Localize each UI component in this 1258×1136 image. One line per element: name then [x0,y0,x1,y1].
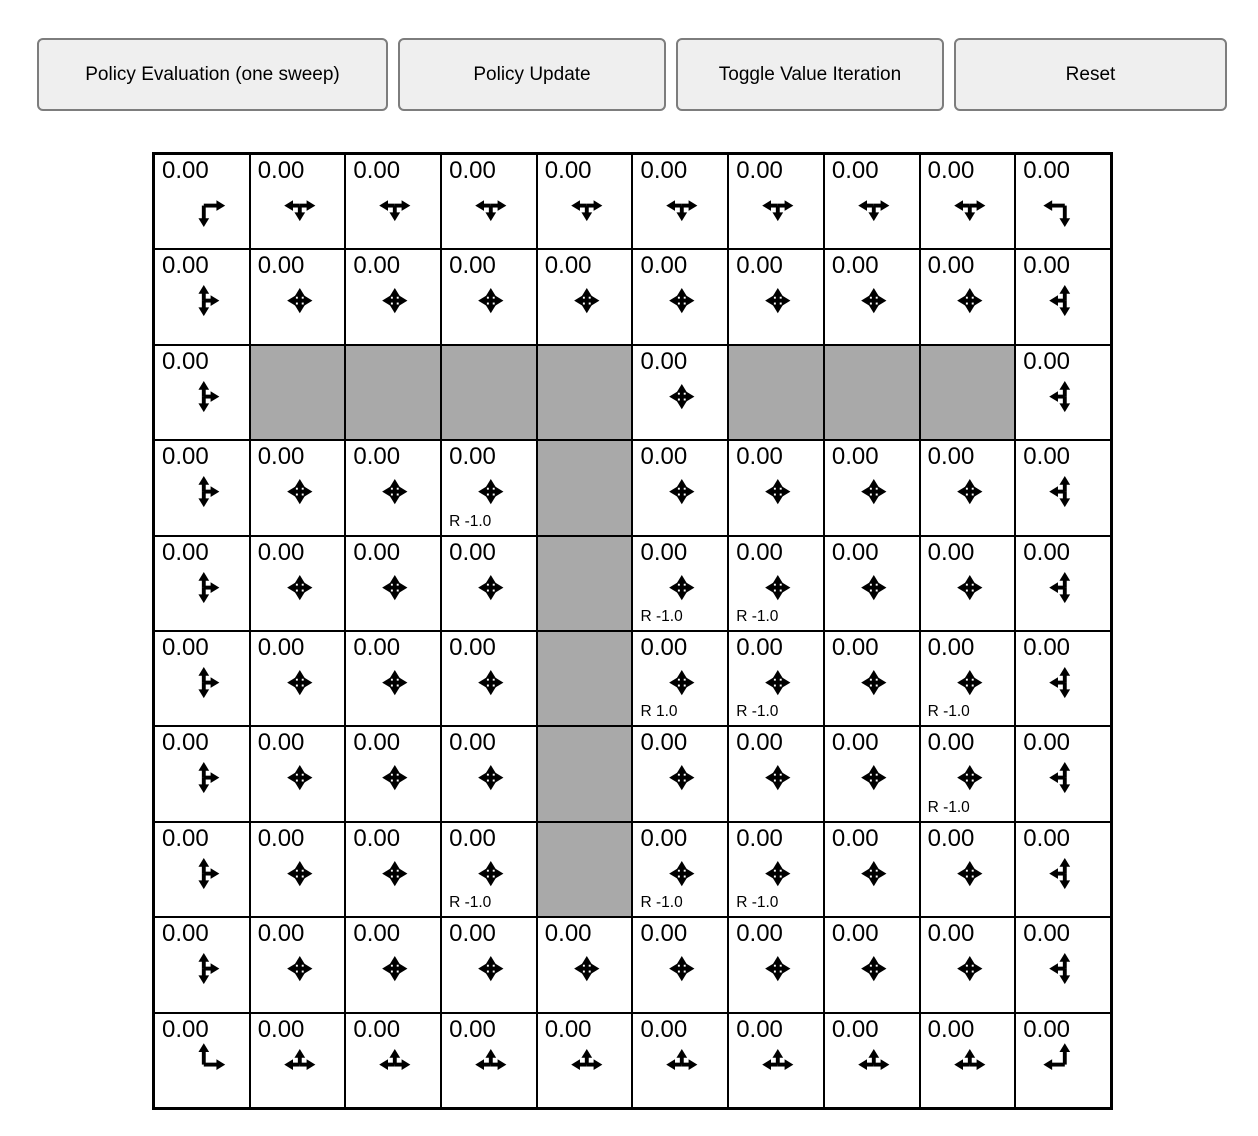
grid-cell[interactable] [632,917,728,1012]
grid-cell[interactable] [728,154,824,249]
cell-value: 0.00 [1023,920,1071,948]
cell-value: 0.00 [162,1015,209,1043]
cell-value: 0.00 [640,729,688,757]
grid-cell[interactable] [250,440,346,535]
cell-value: 0.00 [927,824,975,852]
grid-cell[interactable] [632,249,728,344]
wall-cell[interactable] [920,345,1016,440]
wall-cell[interactable] [824,345,920,440]
cell-value: 0.00 [449,1015,496,1043]
cell-value: 0.00 [927,443,975,471]
cell-reward: R 1.0 [640,703,678,721]
grid-cell[interactable] [728,822,824,917]
cell-value: 0.00 [640,443,688,471]
policy-update-button[interactable]: Policy Update [398,38,666,111]
grid-cell[interactable] [1015,154,1111,249]
grid-cell[interactable] [728,536,824,631]
grid-cell[interactable] [441,536,537,631]
cell-value: 0.00 [1023,824,1071,852]
grid-cell[interactable] [154,536,250,631]
reset-button[interactable]: Reset [954,38,1227,111]
cell-value: 0.00 [736,157,783,184]
cell-value: 0.00 [162,443,209,471]
cell-value: 0.00 [1023,157,1071,184]
cell-value: 0.00 [353,634,401,661]
wall-cell[interactable] [537,631,633,726]
cell-value: 0.00 [640,634,688,661]
cell-value: 0.00 [449,634,496,661]
cell-value: 0.00 [640,157,688,184]
cell-value: 0.00 [927,729,975,757]
grid-cell[interactable] [250,726,346,821]
grid-cell[interactable] [441,631,537,726]
grid-cell[interactable] [345,536,441,631]
cell-value: 0.00 [162,729,209,757]
grid-cell[interactable] [920,917,1016,1012]
cell-value: 0.00 [927,538,975,566]
wall-cell[interactable] [345,345,441,440]
cell-value: 0.00 [257,443,305,471]
cell-value: 0.00 [927,920,975,948]
cell-value: 0.00 [1023,538,1071,566]
cell-value: 0.00 [831,252,879,280]
cell-value: 0.00 [1023,252,1071,280]
cell-value: 0.00 [353,538,401,566]
cell-value: 0.00 [544,920,592,948]
cell-value: 0.00 [257,252,305,280]
cell-value: 0.00 [257,1015,305,1043]
grid-cell[interactable] [345,631,441,726]
grid-cell[interactable] [441,440,537,535]
grid-cell[interactable] [154,726,250,821]
grid-cell[interactable] [824,631,920,726]
grid-cell[interactable] [154,440,250,535]
grid-cell[interactable] [250,536,346,631]
grid-cell[interactable] [537,917,633,1012]
cell-value: 0.00 [927,1015,975,1043]
cell-value: 0.00 [162,157,209,184]
cell-value: 0.00 [1023,1015,1071,1043]
cell-value: 0.00 [831,824,879,852]
cell-reward: R -1.0 [736,894,779,912]
cell-value: 0.00 [831,1015,879,1043]
grid-cell[interactable] [632,726,728,821]
grid-cell[interactable] [250,917,346,1012]
cell-value: 0.00 [831,157,879,184]
cell-value: 0.00 [449,443,496,471]
cell-value: 0.00 [640,1015,688,1043]
grid-cell[interactable] [154,1013,250,1108]
grid-cell[interactable] [920,536,1016,631]
cell-value: 0.00 [449,729,496,757]
wall-cell[interactable] [441,345,537,440]
grid-cell[interactable] [1015,1013,1111,1108]
grid-cell[interactable] [441,1013,537,1108]
grid-cell[interactable] [632,631,728,726]
cell-value: 0.00 [449,920,496,948]
grid-cell[interactable] [632,536,728,631]
wall-cell[interactable] [728,345,824,440]
grid-cell[interactable] [728,249,824,344]
grid-cell[interactable] [632,345,728,440]
cell-value: 0.00 [736,1015,783,1043]
grid-cell[interactable] [728,631,824,726]
grid-cell[interactable] [441,822,537,917]
cell-value: 0.00 [544,252,592,280]
grid-cell[interactable] [824,1013,920,1108]
grid-cell[interactable] [824,726,920,821]
grid-cell[interactable] [537,154,633,249]
cell-reward: R -1.0 [927,703,970,721]
cell-value: 0.00 [736,729,783,757]
cell-value: 0.00 [736,538,783,566]
cell-value: 0.00 [736,920,783,948]
grid-cell[interactable] [154,249,250,344]
grid-cell[interactable] [345,154,441,249]
grid-cell[interactable] [920,249,1016,344]
cell-value: 0.00 [353,824,401,852]
cell-value: 0.00 [257,729,305,757]
grid-cell[interactable] [441,154,537,249]
cell-value: 0.00 [257,157,305,184]
cell-value: 0.00 [1023,347,1071,375]
grid-cell[interactable] [154,345,250,440]
grid-cell[interactable] [154,822,250,917]
grid-cell[interactable] [920,154,1016,249]
cell-value: 0.00 [640,252,688,280]
cell-value: 0.00 [831,443,879,471]
cell-value: 0.00 [736,443,783,471]
cell-reward: R -1.0 [640,608,683,625]
grid-cell[interactable] [1015,249,1111,344]
cell-value: 0.00 [449,157,496,184]
cell-value: 0.00 [162,347,209,375]
cell-value: 0.00 [831,538,879,566]
grid-cell[interactable] [920,1013,1016,1108]
grid-cell[interactable] [1015,440,1111,535]
grid-cell[interactable] [824,536,920,631]
cell-value: 0.00 [831,920,879,948]
wall-cell[interactable] [537,726,633,821]
grid-cell[interactable] [345,726,441,821]
wall-cell[interactable] [537,345,633,440]
cell-value: 0.00 [449,824,496,852]
grid-cell[interactable] [345,1013,441,1108]
cell-reward: R -1.0 [640,894,683,912]
wall-cell[interactable] [537,536,633,631]
grid-cell[interactable] [345,822,441,917]
cell-value: 0.00 [353,1015,401,1043]
cell-value: 0.00 [353,157,401,184]
wall-cell[interactable] [537,440,633,535]
cell-value: 0.00 [449,252,496,280]
toggle-value-iteration-button[interactable]: Toggle Value Iteration [676,38,944,111]
cell-value: 0.00 [640,538,688,566]
grid-cell[interactable] [441,917,537,1012]
cell-value: 0.00 [162,634,209,661]
cell-value: 0.00 [162,920,209,948]
grid-cell[interactable] [250,822,346,917]
grid-cell[interactable] [154,631,250,726]
grid-cell[interactable] [728,440,824,535]
cell-value: 0.00 [736,252,783,280]
cell-value: 0.00 [736,634,783,661]
cell-value: 0.00 [927,252,975,280]
cell-value: 0.00 [831,729,879,757]
cell-value: 0.00 [1023,729,1071,757]
grid-cell[interactable] [250,249,346,344]
cell-value: 0.00 [736,824,783,852]
cell-value: 0.00 [353,252,401,280]
cell-reward: R -1.0 [449,894,492,912]
grid-cell[interactable] [1015,536,1111,631]
grid-cell[interactable] [632,154,728,249]
cell-value: 0.00 [353,729,401,757]
cell-value: 0.00 [353,443,401,471]
cell-value: 0.00 [927,634,975,661]
grid-cell[interactable] [441,249,537,344]
grid-cell[interactable] [250,631,346,726]
cell-value: 0.00 [640,347,688,375]
grid-cell[interactable] [1015,726,1111,821]
grid-cell[interactable] [920,440,1016,535]
grid-cell[interactable] [824,440,920,535]
cell-value: 0.00 [544,1015,592,1043]
grid-cell[interactable] [1015,917,1111,1012]
grid-cell[interactable] [728,1013,824,1108]
grid-cell[interactable] [728,917,824,1012]
cell-value: 0.00 [640,824,688,852]
grid-cell[interactable] [632,822,728,917]
gridworld-grid [152,152,1113,1110]
grid-cell[interactable] [824,249,920,344]
grid-cell[interactable] [537,249,633,344]
grid-cell[interactable] [154,917,250,1012]
cell-value: 0.00 [257,538,305,566]
grid-cell[interactable] [920,726,1016,821]
cell-reward: R -1.0 [449,512,492,530]
grid-cell[interactable] [632,440,728,535]
cell-reward: R -1.0 [736,608,779,625]
grid-cell[interactable] [441,726,537,821]
cell-value: 0.00 [257,634,305,661]
grid-cell[interactable] [920,631,1016,726]
grid-cell[interactable] [537,1013,633,1108]
grid-cell[interactable] [1015,822,1111,917]
policy-evaluation-button[interactable]: Policy Evaluation (one sweep) [37,38,388,111]
grid-cell[interactable] [824,917,920,1012]
grid-cell[interactable] [345,917,441,1012]
cell-value: 0.00 [1023,443,1071,471]
toolbar [37,38,1227,111]
cell-value: 0.00 [927,157,975,184]
cell-value: 0.00 [449,538,496,566]
grid-cell[interactable] [728,726,824,821]
cell-reward: R -1.0 [927,798,970,816]
grid-cell[interactable] [345,249,441,344]
cell-value: 0.00 [257,920,305,948]
grid-cell[interactable] [824,154,920,249]
cell-value: 0.00 [544,157,592,184]
wall-cell[interactable] [537,822,633,917]
cell-value: 0.00 [640,920,688,948]
grid-cell[interactable] [250,1013,346,1108]
grid-cell[interactable] [632,1013,728,1108]
grid-cell[interactable] [824,822,920,917]
cell-value: 0.00 [1023,634,1071,661]
cell-value: 0.00 [353,920,401,948]
cell-value: 0.00 [162,538,209,566]
grid-cell[interactable] [1015,631,1111,726]
grid-cell[interactable] [1015,345,1111,440]
grid-cell[interactable] [345,440,441,535]
cell-reward: R -1.0 [736,703,779,721]
grid-cell[interactable] [250,154,346,249]
grid-cell[interactable] [154,154,250,249]
cell-value: 0.00 [162,252,209,280]
cell-value: 0.00 [162,824,209,852]
cell-value: 0.00 [831,634,879,661]
cell-value: 0.00 [257,824,305,852]
wall-cell[interactable] [250,345,346,440]
grid-cell[interactable] [920,822,1016,917]
